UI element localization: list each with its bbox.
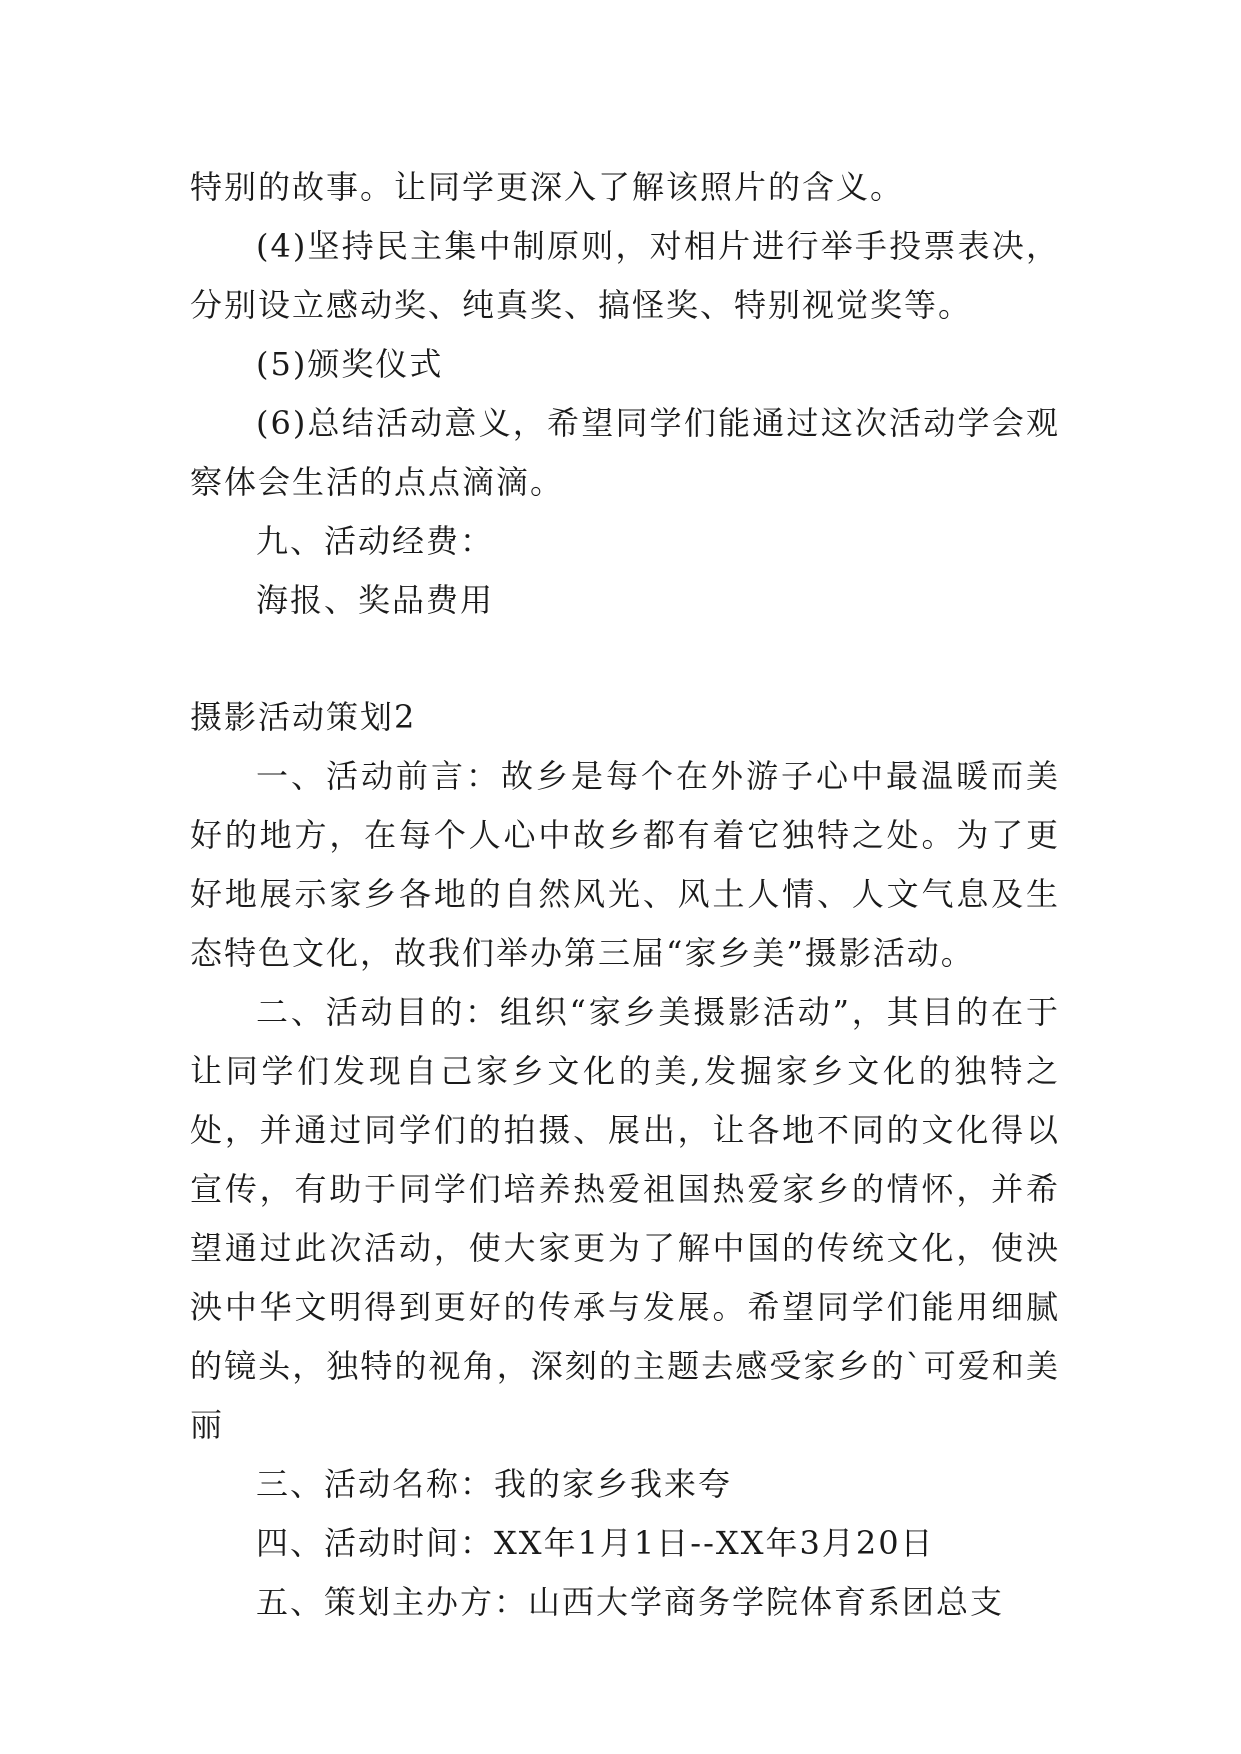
paragraph-summary: (6)总结活动意义，希望同学们能通过这次活动学会观察体会生活的点点滴滴。: [190, 404, 1060, 501]
section-title: 摄影活动策划2: [190, 698, 417, 736]
paragraph-photo-story: 特别的故事。让同学更深入了解该照片的含义。: [190, 168, 905, 206]
document-body: [190, 158, 1060, 1632]
paragraph-organizer: 五、策划主办方：山西大学商务学院体育系团总支: [256, 1583, 1005, 1621]
paragraph-budget-heading: 九、活动经费：: [256, 522, 495, 560]
paragraph-preface: 一、活动前言：故乡是每个在外游子心中最温暖而美好的地方，在每个人心中故乡都有着它独特之处。为了更好地展示家乡各地的自然风光、风土人情、人文气息及生态特色文化，故我们举办第三届“家乡美”摄影活动。: [190, 757, 1060, 972]
paragraph-award-ceremony: (5)颁奖仪式: [256, 345, 444, 383]
paragraph-activity-time: 四、活动时间：XX年1月1日--XX年3月20日: [256, 1524, 935, 1562]
paragraph-budget-items: 海报、奖品费用: [256, 581, 495, 619]
paragraph-voting: (4)坚持民主集中制原则，对相片进行举手投票表决，分别设立感动奖、纯真奖、搞怪奖、特别视觉奖等。: [190, 227, 1060, 324]
paragraph-activity-name: 三、活动名称：我的家乡我来夸: [256, 1465, 733, 1503]
paragraph-purpose: 二、活动目的：组织“家乡美摄影活动”，其目的在于让同学们发现自己家乡文化的美,发掘家乡文化的独特之处，并通过同学们的拍摄、展出，让各地不同的文化得以宣传，有助于同学们培养热爱祖国热爱家乡的情怀，并希望通过此次活动，使大家更为了解中国的传统文化，使泱泱中华文明得到更好的传承与发展。希望同学们能用细腻的镜头，独特的视角，深刻的主题去感受家乡的`可爱和美丽: [190, 993, 1060, 1444]
